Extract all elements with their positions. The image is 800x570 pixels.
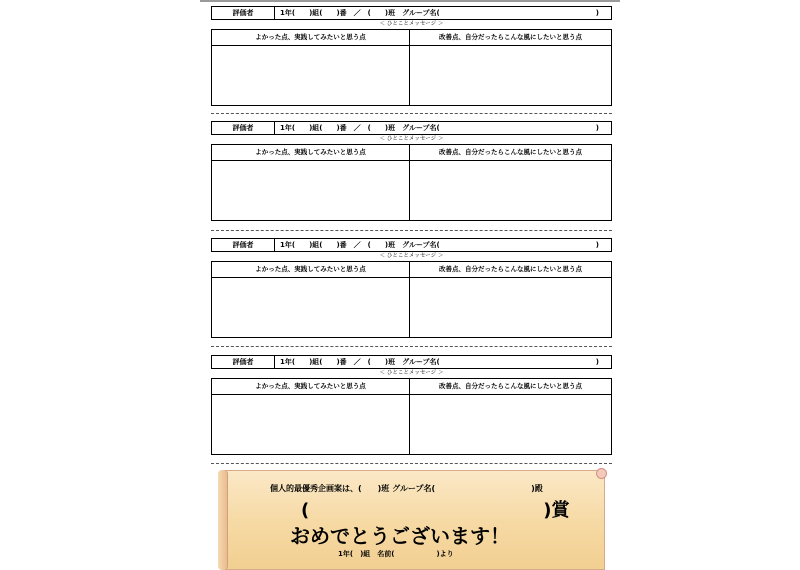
evaluator-info-close: ) xyxy=(595,241,599,249)
cut-line xyxy=(211,230,612,231)
cut-line xyxy=(211,463,612,464)
good-points-header: よかった点、実践してみたいと思う点 xyxy=(255,33,366,41)
evaluator-info-close: ) xyxy=(595,358,599,366)
scroll-roll-right xyxy=(596,468,607,479)
good-points-header: よかった点、実践してみたいと思う点 xyxy=(255,382,366,390)
improvement-header: 改善点、自分だったらこんな風にしたいと思う点 xyxy=(439,33,582,41)
award-congratulations: おめでとうございます！ xyxy=(290,524,510,548)
evaluator-info: 1年( )組( )番 ／ ( )班 グループ名( xyxy=(280,241,440,249)
cut-line xyxy=(211,346,612,347)
award-line-from: 1年( )組 名前( )より xyxy=(338,550,454,558)
evaluator-row xyxy=(211,6,612,20)
message-label: ＜ ひとことメッセージ ＞ xyxy=(379,370,444,376)
evaluator-label: 評価者 xyxy=(212,239,275,251)
improvement-header: 改善点、自分だったらこんな風にしたいと思う点 xyxy=(439,265,582,273)
evaluator-label: 評価者 xyxy=(212,7,275,19)
evaluation-form-2 xyxy=(211,121,612,221)
award-line-prize: ( )賞 xyxy=(301,500,570,521)
good-points-header: よかった点、実践してみたいと思う点 xyxy=(255,148,366,156)
feedback-table xyxy=(211,144,612,221)
improvement-header: 改善点、自分だったらこんな風にしたいと思う点 xyxy=(439,148,582,156)
message-label: ＜ ひとことメッセージ ＞ xyxy=(379,253,444,259)
evaluator-info: 1年( )組( )番 ／ ( )班 グループ名( xyxy=(280,358,440,366)
evaluator-info-close: ) xyxy=(595,9,599,17)
evaluator-info: 1年( )組( )番 ／ ( )班 グループ名( xyxy=(280,124,440,132)
evaluator-info: 1年( )組( )番 ／ ( )班 グループ名( xyxy=(280,9,440,17)
evaluator-row xyxy=(211,238,612,252)
feedback-table xyxy=(211,261,612,338)
evaluator-row xyxy=(211,355,612,369)
improvement-header: 改善点、自分だったらこんな風にしたいと思う点 xyxy=(439,382,582,390)
top-border xyxy=(200,0,620,2)
evaluator-info-close: ) xyxy=(595,124,599,132)
evaluation-form-4 xyxy=(211,355,612,455)
evaluator-label: 評価者 xyxy=(212,356,275,368)
message-label: ＜ ひとことメッセージ ＞ xyxy=(379,21,444,27)
feedback-table xyxy=(211,378,612,455)
evaluator-row xyxy=(211,121,612,135)
cut-line xyxy=(211,113,612,114)
evaluator-label: 評価者 xyxy=(212,122,275,134)
evaluation-form-1 xyxy=(211,6,612,106)
evaluation-form-3 xyxy=(211,238,612,338)
message-label: ＜ ひとことメッセージ ＞ xyxy=(379,136,444,142)
award-line-best-plan: 個人的最優秀企画案は、( )班 グループ名( )殿 xyxy=(270,484,543,493)
good-points-header: よかった点、実践してみたいと思う点 xyxy=(255,265,366,273)
feedback-table xyxy=(211,29,612,106)
